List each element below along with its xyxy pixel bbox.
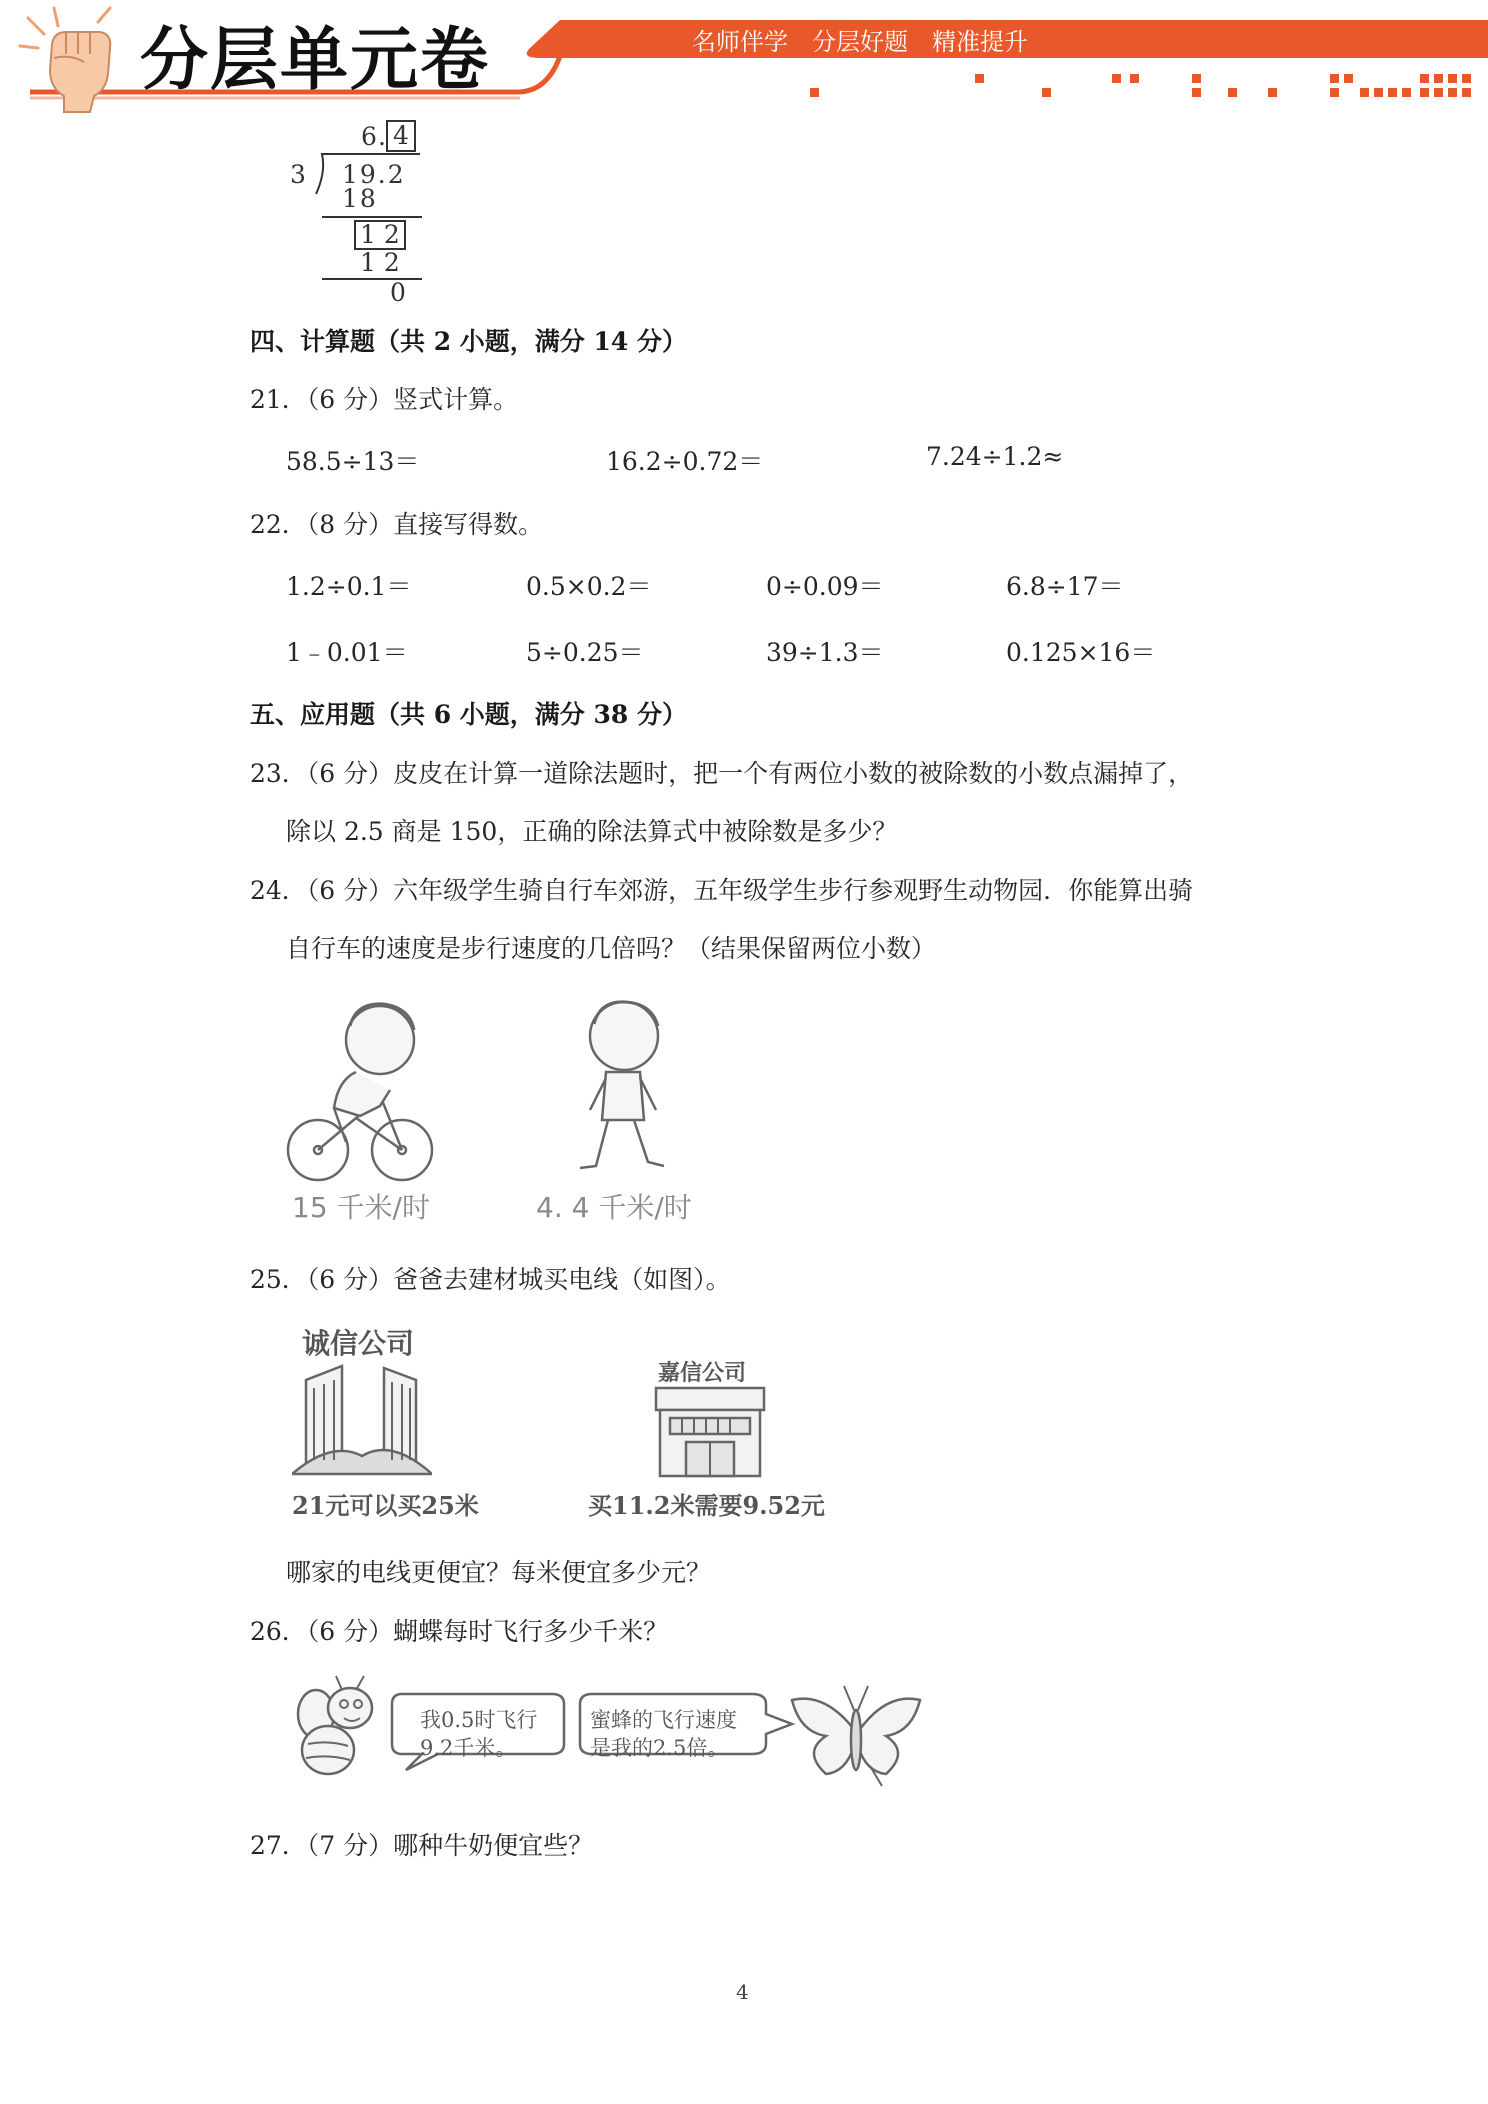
q22-r1-3: 0÷0.09＝ — [766, 572, 884, 601]
company-1-caption: 21元可以买25米 — [292, 1491, 479, 1520]
final-remainder: 0 — [390, 278, 406, 307]
quotient-int: 6 — [361, 122, 377, 151]
q22-r2-3: 39÷1.3＝ — [766, 638, 884, 667]
q22-stem: 22．（8 分）直接写得数。 — [250, 510, 544, 539]
q22-r2-4: 0.125×16＝ — [1006, 638, 1156, 667]
walker-caption: 4. 4 千米/时 — [536, 1191, 692, 1224]
company-2-store — [650, 1384, 770, 1478]
bubble-1-line-1: 我0.5时飞行 — [420, 1708, 538, 1732]
step-1: 18 — [342, 184, 378, 213]
q21-item-2: 16.2÷0.72＝ — [606, 447, 764, 476]
q24-line-2: 自行车的速度是步行速度的几倍吗？（结果保留两位小数） — [286, 934, 937, 963]
cyclist-caption: 15 千米/时 — [292, 1191, 430, 1224]
divisor: 3 — [290, 160, 306, 189]
q24-line-1: 24．（6 分）六年级学生骑自行车郊游，五年级学生步行参观野生动物园．你能算出骑 — [250, 876, 1194, 905]
q22-r2-1: 1﹣0.01＝ — [286, 638, 408, 667]
page-number: 4 — [736, 1980, 749, 2004]
bubble-1-line-2: 9.2千米。 — [420, 1736, 517, 1760]
division-line-2 — [322, 278, 422, 280]
q22-r1-4: 6.8÷17＝ — [1006, 572, 1124, 601]
division-line-1 — [322, 216, 422, 218]
company-2-caption: 买11.2米需要9.52元 — [588, 1491, 825, 1520]
q21-item-3: 7.24÷1.2≈ — [926, 442, 1064, 471]
quotient-box: 4 — [386, 120, 416, 152]
q26-stem: 26．（6 分）蝴蝶每时飞行多少千米？ — [250, 1617, 669, 1646]
quotient-dot: . — [378, 122, 386, 151]
company-2-name: 嘉信公司 — [658, 1360, 747, 1386]
header-slogan: 名师伴学 分层好题 精准提升 — [692, 28, 1028, 56]
cyclist-illustration — [284, 990, 444, 1185]
q27-stem: 27．（7 分）哪种牛奶便宜些？ — [250, 1831, 594, 1860]
q21-item-1: 58.5÷13＝ — [286, 447, 420, 476]
step-2: 1 2 — [360, 248, 400, 277]
company-1-name: 诚信公司 — [302, 1327, 415, 1360]
section-4-title: 四、计算题（共 2 小题，满分 14 分） — [250, 327, 688, 356]
butterfly-illustration — [786, 1682, 926, 1790]
q23-line-1: 23．（6 分）皮皮在计算一道除法题时，把一个有两位小数的被除数的小数点漏掉了， — [250, 759, 1194, 788]
remainder-box: 1 2 — [354, 220, 406, 250]
company-1-buildings — [292, 1360, 432, 1480]
fist-icon — [14, 4, 124, 116]
dividend: 19.2 — [342, 160, 406, 189]
bubble-2-line-1: 蜜蜂的飞行速度 — [590, 1708, 737, 1732]
walker-illustration — [560, 990, 690, 1185]
bubble-2-line-2: 是我的2.5倍。 — [590, 1736, 729, 1760]
q22-r1-1: 1.2÷0.1＝ — [286, 572, 412, 601]
bee-illustration — [292, 1674, 392, 1784]
q23-line-2: 除以 2.5 商是 150，正确的除法算式中被除数是多少？ — [286, 817, 898, 846]
q25-stem: 25．（6 分）爸爸去建材城买电线（如图）。 — [250, 1265, 731, 1294]
q25-question: 哪家的电线更便宜？每米便宜多少元？ — [286, 1558, 712, 1587]
section-5-title: 五、应用题（共 6 小题，满分 38 分） — [250, 700, 688, 729]
q21-stem: 21．（6 分）竖式计算。 — [250, 385, 519, 414]
q22-r1-2: 0.5×0.2＝ — [526, 572, 652, 601]
q22-r2-2: 5÷0.25＝ — [526, 638, 644, 667]
header-title: 分层单元卷 — [140, 21, 491, 100]
